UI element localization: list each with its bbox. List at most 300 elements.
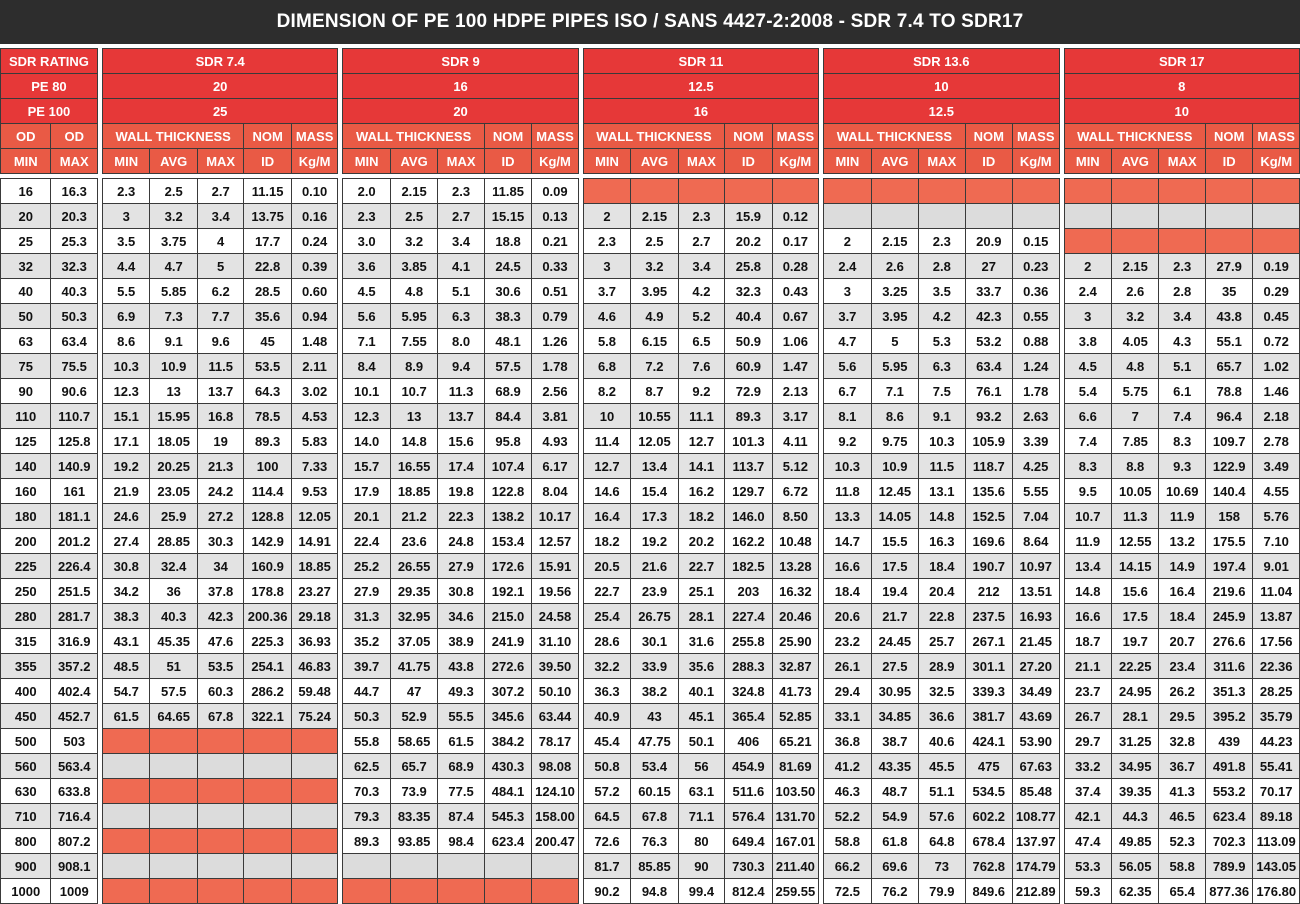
mass-kgm-cell: 13.51 [1013, 579, 1059, 604]
wall-avg-cell: 21.7 [871, 604, 918, 629]
nom-id-cell: 48.1 [484, 329, 531, 354]
mass-kgm-cell: 7.04 [1013, 504, 1059, 529]
mass-kgm-cell: 6.17 [532, 454, 578, 479]
wall-avg-cell: 60.15 [631, 779, 678, 804]
wall-avg-cell: 27.5 [871, 654, 918, 679]
table-row [1, 779, 1300, 804]
nom-header: NOM [725, 124, 772, 149]
mass-kgm-cell: 0.17 [772, 229, 818, 254]
mass-kgm-cell: 20.46 [772, 604, 818, 629]
wall-min-cell: 2 [824, 229, 871, 254]
mass-kgm-cell: 12.57 [532, 529, 578, 554]
wall-avg-cell: 19.4 [871, 579, 918, 604]
wall-min-cell: 35.2 [343, 629, 390, 654]
table-row [1, 304, 1300, 329]
mass-kgm-cell: 103.50 [772, 779, 818, 804]
wall-avg-cell: 28.85 [150, 529, 197, 554]
wall-min-cell: 4.5 [1064, 354, 1111, 379]
wall-min-cell: 66.2 [824, 854, 871, 879]
wall-avg-cell: 58.65 [390, 729, 437, 754]
nom-header: NOM [484, 124, 531, 149]
wall-max-cell: 25.1 [678, 579, 724, 604]
wall-avg-cell: 10.05 [1112, 479, 1159, 504]
mass-kgm-cell: 0.21 [532, 229, 578, 254]
mass-kgm-cell: 5.83 [291, 429, 338, 454]
wall-max-cell: 5 [197, 254, 243, 279]
mass-kgm-cell: 5.12 [772, 454, 818, 479]
pe100-rating-label: PE 100 [1, 99, 98, 124]
wall-avg-cell: 7.2 [631, 354, 678, 379]
nom-id-cell: 219.6 [1205, 579, 1252, 604]
wall-avg-cell: 4.05 [1112, 329, 1159, 354]
od-min-cell: 125 [1, 429, 51, 454]
wall-avg-cell: 85.85 [631, 854, 678, 879]
mass-kgm-cell: 0.33 [532, 254, 578, 279]
nom-id-cell: 160.9 [244, 554, 291, 579]
nom-id-cell: 122.8 [484, 479, 531, 504]
wall-max-cell: 16.4 [1159, 579, 1205, 604]
mass-kgm-cell: 23.27 [291, 579, 338, 604]
wall-min-cell: 58.8 [824, 829, 871, 854]
mass-kgm-cell: 174.79 [1013, 854, 1059, 879]
wall-avg-cell: 53.4 [631, 754, 678, 779]
wall-min-cell: 62.5 [343, 754, 390, 779]
nom-id-cell: 65.7 [1205, 354, 1252, 379]
wall-avg-cell: 94.8 [631, 879, 678, 904]
wall-max-cell: 34.6 [438, 604, 484, 629]
table-row [1, 254, 1300, 279]
mass-kgm-cell: 53.90 [1013, 729, 1059, 754]
wall-min-cell: 5.6 [343, 304, 390, 329]
nom-id-cell: 22.8 [244, 254, 291, 279]
mass-header: MASS [772, 124, 818, 149]
wall-min-cell: 37.4 [1064, 779, 1111, 804]
wall-max-cell: 71.1 [678, 804, 724, 829]
mass-kgm-cell: 36.93 [291, 629, 338, 654]
wall-min-cell: 13.3 [824, 504, 871, 529]
nom-id-cell: 100 [244, 454, 291, 479]
wall-avg-cell: 5 [871, 329, 918, 354]
nom-id-cell: 28.5 [244, 279, 291, 304]
wall-min-cell: 2.3 [583, 229, 630, 254]
wall-max-cell: 11.5 [197, 354, 243, 379]
wall-avg-cell: 18.85 [390, 479, 437, 504]
nom-id-cell: 96.4 [1205, 404, 1252, 429]
wall-min-cell: 47.4 [1064, 829, 1111, 854]
table-row [1, 679, 1300, 704]
wall-avg-cell: 22.25 [1112, 654, 1159, 679]
nom-id-cell: 484.1 [484, 779, 531, 804]
nom-id-cell: 511.6 [725, 779, 772, 804]
wall-min-cell: 61.5 [102, 704, 149, 729]
wall-min-cell: 2.4 [1064, 279, 1111, 304]
wall-min-cell: 89.3 [343, 829, 390, 854]
nom-id-cell: 27.9 [1205, 254, 1252, 279]
pe80-rating-value: 20 [102, 74, 337, 99]
wall-avg-cell: 41.75 [390, 654, 437, 679]
wall-min-cell: 16.6 [1064, 604, 1111, 629]
wall-avg-cell: 2.6 [871, 254, 918, 279]
empty-cell [678, 179, 724, 204]
wall-min-cell: 70.3 [343, 779, 390, 804]
wall-max-cell: 5.1 [1159, 354, 1205, 379]
mass-kgm-cell: 46.83 [291, 654, 338, 679]
wall-max-cell: 77.5 [438, 779, 484, 804]
nom-id-cell: 169.6 [965, 529, 1012, 554]
wall-avg-cell: 16.55 [390, 454, 437, 479]
wall-max-header: MAX [678, 149, 724, 174]
mass-kgm-cell: 81.69 [772, 754, 818, 779]
nom-id-cell: 237.5 [965, 604, 1012, 629]
nom-id-cell: 339.3 [965, 679, 1012, 704]
nom-id-cell: 311.6 [1205, 654, 1252, 679]
wall-max-cell: 29.5 [1159, 704, 1205, 729]
table-row [1, 804, 1300, 829]
wall-min-cell: 16.4 [583, 504, 630, 529]
wall-min-cell: 6.9 [102, 304, 149, 329]
empty-cell [291, 804, 338, 829]
wall-avg-cell: 5.95 [871, 354, 918, 379]
od-max-cell: 807.2 [51, 829, 97, 854]
od-max-cell: 716.4 [51, 804, 97, 829]
wall-min-cell: 72.5 [824, 879, 871, 904]
wall-min-cell: 11.9 [1064, 529, 1111, 554]
wall-max-cell: 50.1 [678, 729, 724, 754]
table-row [1, 554, 1300, 579]
wall-min-cell: 18.2 [583, 529, 630, 554]
wall-avg-cell: 2.15 [390, 179, 437, 204]
wall-avg-cell: 4.8 [1112, 354, 1159, 379]
nom-id-cell: 140.4 [1205, 479, 1252, 504]
wall-avg-cell: 7.1 [871, 379, 918, 404]
od-max-cell: 1009 [51, 879, 97, 904]
wall-max-cell: 3.5 [919, 279, 965, 304]
pe100-rating-value: 25 [102, 99, 337, 124]
mass-kgm-cell: 1.06 [772, 329, 818, 354]
id-header: ID [484, 149, 531, 174]
wall-max-cell: 36.6 [919, 704, 965, 729]
wall-min-cell: 34.2 [102, 579, 149, 604]
nom-id-cell: 20.9 [965, 229, 1012, 254]
mass-kgm-cell: 50.10 [532, 679, 578, 704]
mass-kgm-cell: 5.76 [1253, 504, 1300, 529]
pe100-rating-row [1, 99, 1300, 124]
wall-min-cell: 18.7 [1064, 629, 1111, 654]
mass-kgm-cell: 0.88 [1013, 329, 1059, 354]
mass-kgm-cell: 4.25 [1013, 454, 1059, 479]
pe100-rating-value: 16 [583, 99, 818, 124]
od-max-cell: 226.4 [51, 554, 97, 579]
nom-id-cell: 241.9 [484, 629, 531, 654]
mass-kgm-cell: 2.18 [1253, 404, 1300, 429]
wall-avg-cell: 5.75 [1112, 379, 1159, 404]
pe80-rating-value: 16 [343, 74, 578, 99]
mass-kgm-cell: 0.45 [1253, 304, 1300, 329]
wall-max-cell: 45.1 [678, 704, 724, 729]
mass-kgm-cell: 0.09 [532, 179, 578, 204]
wall-min-cell: 50.8 [583, 754, 630, 779]
wall-min-cell: 11.4 [583, 429, 630, 454]
od-min-cell: 280 [1, 604, 51, 629]
wall-max-cell: 80 [678, 829, 724, 854]
wall-max-cell: 9.3 [1159, 454, 1205, 479]
wall-avg-cell: 52.9 [390, 704, 437, 729]
od-max-cell: 452.7 [51, 704, 97, 729]
mass-kgm-cell: 0.10 [291, 179, 338, 204]
empty-cell [150, 729, 197, 754]
wall-avg-cell: 15.95 [150, 404, 197, 429]
empty-cell [1013, 204, 1059, 229]
wall-avg-cell: 20.25 [150, 454, 197, 479]
wall-min-cell: 13.4 [1064, 554, 1111, 579]
wall-min-cell: 2.0 [343, 179, 390, 204]
wall-avg-cell: 76.3 [631, 829, 678, 854]
wall-avg-cell: 3.2 [631, 254, 678, 279]
mass-kgm-cell: 39.50 [532, 654, 578, 679]
empty-cell [150, 804, 197, 829]
wall-min-cell: 30.8 [102, 554, 149, 579]
wall-avg-cell: 7.55 [390, 329, 437, 354]
wall-max-cell: 15.6 [438, 429, 484, 454]
mass-kgm-cell: 65.21 [772, 729, 818, 754]
table-row [1, 429, 1300, 454]
od-min-cell: 315 [1, 629, 51, 654]
wall-max-cell: 2.7 [438, 204, 484, 229]
wall-min-cell: 22.7 [583, 579, 630, 604]
wall-avg-cell: 38.7 [871, 729, 918, 754]
od-min-cell: 32 [1, 254, 51, 279]
wall-max-cell: 2.7 [678, 229, 724, 254]
wall-thickness-header: WALL THICKNESS [824, 124, 965, 149]
nom-id-cell: 50.9 [725, 329, 772, 354]
wall-min-cell: 46.3 [824, 779, 871, 804]
mass-kgm-cell: 0.55 [1013, 304, 1059, 329]
empty-cell [438, 879, 484, 904]
mass-header: MASS [291, 124, 338, 149]
wall-min-cell: 32.2 [583, 654, 630, 679]
mass-kgm-cell: 15.91 [532, 554, 578, 579]
wall-avg-cell: 73.9 [390, 779, 437, 804]
wall-min-cell: 20.6 [824, 604, 871, 629]
wall-max-cell: 18.4 [919, 554, 965, 579]
sdr-rating-value: SDR 17 [1064, 49, 1299, 74]
od-min-cell: 630 [1, 779, 51, 804]
wall-avg-cell: 14.15 [1112, 554, 1159, 579]
wall-max-cell: 28.9 [919, 654, 965, 679]
od-max-cell: 181.1 [51, 504, 97, 529]
wall-max-cell: 40.1 [678, 679, 724, 704]
empty-cell [291, 729, 338, 754]
nom-id-cell: 424.1 [965, 729, 1012, 754]
od-min-cell: 25 [1, 229, 51, 254]
wall-max-cell: 46.5 [1159, 804, 1205, 829]
nom-id-cell: 122.9 [1205, 454, 1252, 479]
wall-avg-cell: 3.95 [871, 304, 918, 329]
wall-avg-cell: 49.85 [1112, 829, 1159, 854]
pe80-rating-row [1, 74, 1300, 99]
wall-avg-cell: 23.05 [150, 479, 197, 504]
wall-max-cell: 13.2 [1159, 529, 1205, 554]
wall-max-cell: 2.3 [919, 229, 965, 254]
wall-max-cell: 43.8 [438, 654, 484, 679]
empty-cell [343, 879, 390, 904]
mass-kgm-cell: 108.77 [1013, 804, 1059, 829]
wall-min-cell: 10.7 [1064, 504, 1111, 529]
wall-min-cell: 72.6 [583, 829, 630, 854]
od-min-cell: 225 [1, 554, 51, 579]
mass-kgm-cell: 0.51 [532, 279, 578, 304]
wall-min-cell: 8.3 [1064, 454, 1111, 479]
sdr-rating-value: SDR 13.6 [824, 49, 1059, 74]
od-max-cell: 32.3 [51, 254, 97, 279]
wall-avg-cell: 23.9 [631, 579, 678, 604]
table-row [1, 879, 1300, 904]
nom-id-cell: 345.6 [484, 704, 531, 729]
nom-id-cell: 276.6 [1205, 629, 1252, 654]
table-row [1, 829, 1300, 854]
empty-cell [102, 829, 149, 854]
nom-id-cell: 475 [965, 754, 1012, 779]
mass-kgm-cell: 2.63 [1013, 404, 1059, 429]
wall-avg-cell: 26.75 [631, 604, 678, 629]
wall-max-cell: 11.9 [1159, 504, 1205, 529]
mass-kgm-cell: 167.01 [772, 829, 818, 854]
wall-min-cell: 28.6 [583, 629, 630, 654]
mass-kgm-cell: 5.55 [1013, 479, 1059, 504]
mass-kgm-cell: 31.10 [532, 629, 578, 654]
table-row [1, 529, 1300, 554]
mass-kgm-cell: 1.78 [532, 354, 578, 379]
wall-max-cell: 11.5 [919, 454, 965, 479]
nom-id-cell: 307.2 [484, 679, 531, 704]
nom-id-cell: 395.2 [1205, 704, 1252, 729]
wall-max-header: MAX [197, 149, 243, 174]
nom-id-cell: 101.3 [725, 429, 772, 454]
wall-max-cell: 14.8 [919, 504, 965, 529]
empty-cell [390, 879, 437, 904]
wall-avg-header: AVG [631, 149, 678, 174]
wall-avg-cell: 9.1 [150, 329, 197, 354]
wall-avg-cell: 19.7 [1112, 629, 1159, 654]
pe80-rating-label: PE 80 [1, 74, 98, 99]
wall-avg-cell: 3.75 [150, 229, 197, 254]
nom-id-cell: 142.9 [244, 529, 291, 554]
empty-cell [150, 754, 197, 779]
mass-kgm-cell: 98.08 [532, 754, 578, 779]
mass-kgm-cell: 3.49 [1253, 454, 1300, 479]
wall-avg-cell: 12.05 [631, 429, 678, 454]
wall-max-cell: 56 [678, 754, 724, 779]
mass-kgm-cell: 0.94 [291, 304, 338, 329]
wall-avg-cell: 21.6 [631, 554, 678, 579]
empty-cell [965, 179, 1012, 204]
empty-cell [150, 879, 197, 904]
wall-avg-cell: 3.2 [390, 229, 437, 254]
mass-kgm-cell: 2.13 [772, 379, 818, 404]
empty-cell [102, 854, 149, 879]
nom-id-cell: 42.3 [965, 304, 1012, 329]
wall-min-cell: 6.6 [1064, 404, 1111, 429]
mass-kgm-cell: 10.17 [532, 504, 578, 529]
wall-max-cell: 36.7 [1159, 754, 1205, 779]
empty-cell [197, 754, 243, 779]
mass-header: MASS [1013, 124, 1059, 149]
wall-avg-cell: 37.05 [390, 629, 437, 654]
wall-avg-cell: 10.55 [631, 404, 678, 429]
nom-id-cell: 324.8 [725, 679, 772, 704]
wall-avg-cell: 25.9 [150, 504, 197, 529]
wall-avg-cell: 2.5 [150, 179, 197, 204]
wall-max-cell: 41.3 [1159, 779, 1205, 804]
empty-cell [484, 879, 531, 904]
nom-id-cell: 93.2 [965, 404, 1012, 429]
wall-min-cell: 55.8 [343, 729, 390, 754]
wall-min-cell: 11.8 [824, 479, 871, 504]
mass-kgm-cell: 78.17 [532, 729, 578, 754]
wall-max-cell: 13.7 [438, 404, 484, 429]
nom-id-cell: 200.36 [244, 604, 291, 629]
nom-id-cell: 84.4 [484, 404, 531, 429]
nom-id-cell: 158 [1205, 504, 1252, 529]
wall-min-cell: 4.7 [824, 329, 871, 354]
wall-avg-cell: 8.8 [1112, 454, 1159, 479]
wall-min-cell: 10.3 [102, 354, 149, 379]
wall-avg-cell: 3.2 [1112, 304, 1159, 329]
mass-kgm-cell: 1.46 [1253, 379, 1300, 404]
wall-avg-cell: 2.6 [1112, 279, 1159, 304]
wall-avg-cell: 33.9 [631, 654, 678, 679]
wall-min-cell: 4.6 [583, 304, 630, 329]
od-max-cell: 140.9 [51, 454, 97, 479]
wall-min-cell: 5.5 [102, 279, 149, 304]
mass-kgm-cell: 41.73 [772, 679, 818, 704]
wall-min-cell: 9.2 [824, 429, 871, 454]
wall-min-cell: 26.7 [1064, 704, 1111, 729]
wall-avg-cell: 14.8 [390, 429, 437, 454]
wall-max-cell: 5.3 [919, 329, 965, 354]
od-min-header: MIN [1, 149, 51, 174]
od-max-cell: 20.3 [51, 204, 97, 229]
mass-kgm-cell: 7.10 [1253, 529, 1300, 554]
id-header: ID [725, 149, 772, 174]
od-max-cell: 201.2 [51, 529, 97, 554]
od-header: OD [1, 124, 51, 149]
wall-max-cell: 27.9 [438, 554, 484, 579]
wall-avg-cell: 7.85 [1112, 429, 1159, 454]
od-min-cell: 50 [1, 304, 51, 329]
mass-kgm-cell: 75.24 [291, 704, 338, 729]
mass-kgm-cell: 124.10 [532, 779, 578, 804]
nom-id-cell: 109.7 [1205, 429, 1252, 454]
nom-id-cell: 64.3 [244, 379, 291, 404]
od-min-cell: 800 [1, 829, 51, 854]
nom-id-cell: 20.2 [725, 229, 772, 254]
mass-kgm-cell: 0.60 [291, 279, 338, 304]
pe100-rating-value: 20 [343, 99, 578, 124]
nom-id-cell: 89.3 [244, 429, 291, 454]
mass-kgm-cell: 63.44 [532, 704, 578, 729]
wall-avg-cell: 44.3 [1112, 804, 1159, 829]
wall-max-cell: 30.3 [197, 529, 243, 554]
wall-avg-cell: 8.7 [631, 379, 678, 404]
wall-min-cell: 10 [583, 404, 630, 429]
nom-id-cell: 35 [1205, 279, 1252, 304]
wall-min-cell: 3 [583, 254, 630, 279]
wall-max-cell: 11.1 [678, 404, 724, 429]
wall-avg-cell: 30.1 [631, 629, 678, 654]
nom-id-cell: 877.36 [1205, 879, 1252, 904]
nom-id-cell: 491.8 [1205, 754, 1252, 779]
